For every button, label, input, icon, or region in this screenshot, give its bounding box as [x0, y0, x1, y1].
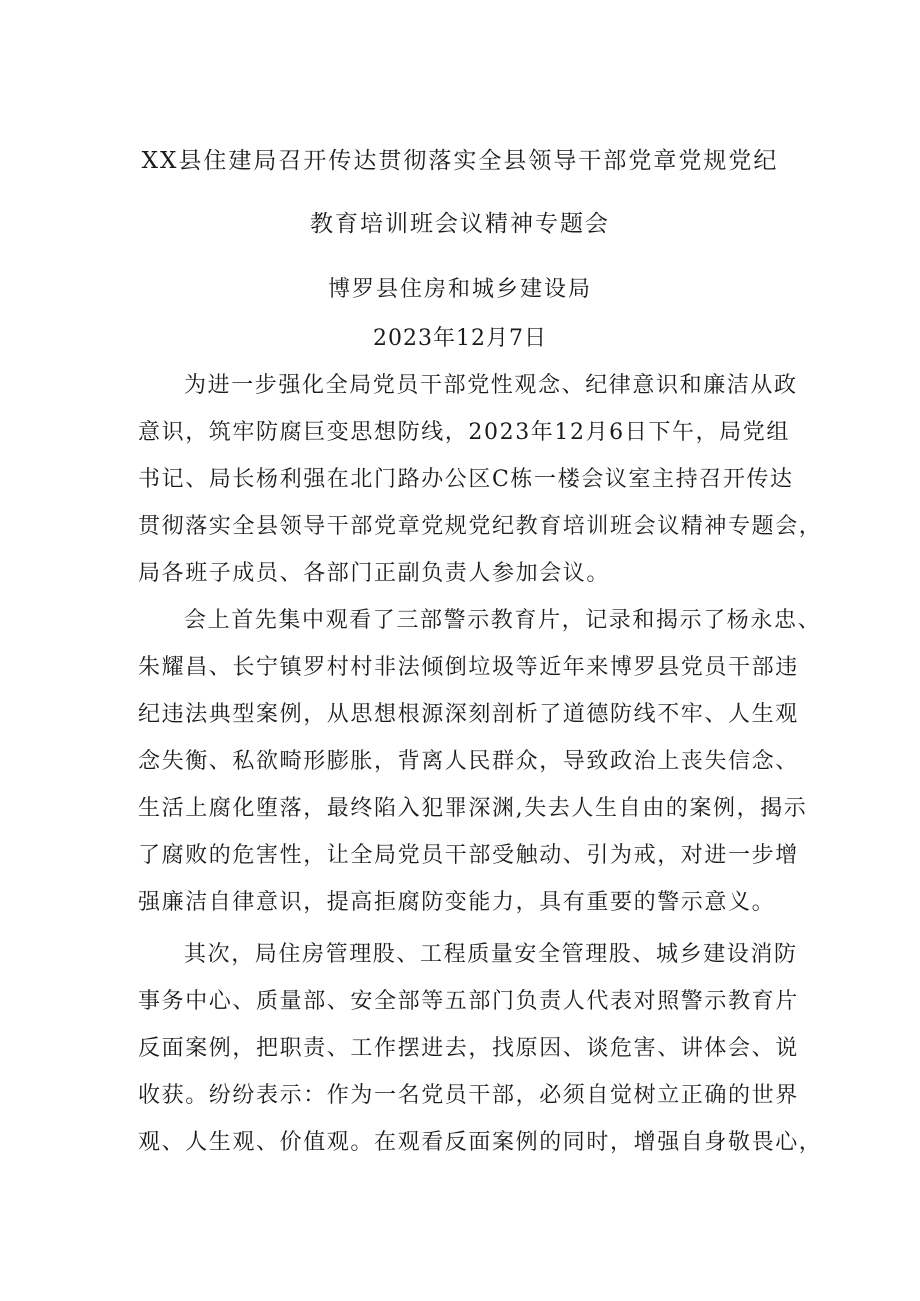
paragraph-line: 会上首先集中观看了三部警示教育片，记录和揭示了杨永忠、 — [184, 608, 822, 633]
paragraph-3 — [138, 931, 823, 1166]
paragraph-line: 观、人生观、价值观。在观看反面案例的同时，增强自身敬畏心， — [138, 1130, 823, 1155]
paragraph-line: 事务中心、质量部、安全部等五部门负责人代表对照警示教育片 — [138, 989, 799, 1014]
paragraph-line: 朱耀昌、长宁镇罗村村非法倾倒垃圾等近年来博罗县党员干部违 — [138, 655, 799, 680]
paragraph-line: 书记、局长杨利强在北门路办公区C栋一楼会议室主持召开传达 — [138, 467, 794, 492]
paragraph-line: 反面案例，把职责、工作摆进去，找原因、谈危害、讲体会、说 — [138, 1036, 799, 1061]
paragraph-1 — [138, 362, 823, 597]
document-date: 2023年12月7日 — [373, 326, 547, 351]
paragraph-line: 了腐败的危害性，让全局党员干部受触动、引为戒，对进一步增 — [138, 843, 799, 868]
document-title-line-2: 教育培训班会议精神专题会 — [310, 211, 610, 237]
paragraph-line: 强廉洁自律意识，提高拒腐防变能力，具有重要的警示意义。 — [138, 890, 776, 915]
issuing-organization: 博罗县住房和城乡建设局 — [327, 277, 592, 302]
paragraph-line: 为进一步强化全局党员干部党性观念、纪律意识和廉洁从政 — [184, 373, 798, 398]
paragraph-line: 生活上腐化堕落，最终陷入犯罪深渊,失去人生自由的案例，揭示 — [138, 796, 808, 821]
paragraph-line: 局各班子成员、各部门正副负责人参加会议。 — [138, 561, 611, 586]
paragraph-line: 其次，局住房管理股、工程质量安全管理股、城乡建设消防 — [184, 942, 798, 967]
paragraph-line: 贯彻落实全县领导干部党章党规党纪教育培训班会议精神专题会， — [138, 514, 823, 539]
document-title-line-1: XX县住建局召开传达贯彻落实全县领导干部党章党规党纪 — [141, 148, 779, 174]
paragraph-2 — [138, 597, 822, 926]
paragraph-line: 念失衡、私欲畸形膨胀，背离人民群众，导致政治上丧失信念、 — [138, 749, 799, 774]
paragraph-line: 意识，筑牢防腐巨变思想防线，2023年12月6日下午，局党组 — [138, 420, 790, 445]
paragraph-line: 收获。纷纷表示：作为一名党员干部，必须自觉树立正确的世界 — [138, 1083, 799, 1108]
paragraph-line: 纪违法典型案例，从思想根源深刻剖析了道德防线不牢、人生观 — [138, 702, 799, 727]
